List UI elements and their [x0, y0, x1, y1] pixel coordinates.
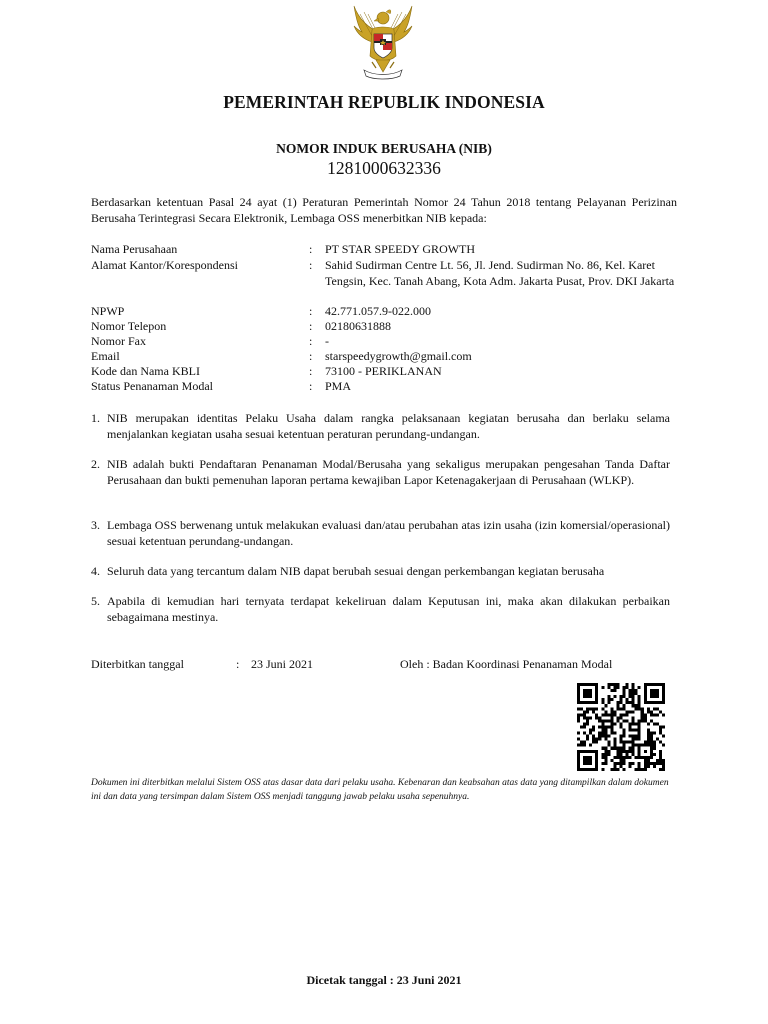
field-value: 73100 - PERIKLANAN: [325, 364, 442, 378]
field-value: PMA: [325, 379, 352, 393]
field-value: -: [325, 334, 329, 348]
field-colon: :: [309, 379, 313, 393]
nib-number: 1281000632336: [327, 158, 441, 178]
qr-code-icon: [577, 683, 665, 771]
field-value: starspeedygrowth@gmail.com: [325, 349, 472, 363]
disclaimer-text: Dokumen ini diterbitkan melalui Sistem OSS atas dasar data dari pelaku usaha. Kebenaran dan keabsahan atas data yang ditampilkan dalam dokumen ini dan data yang tersimpan dalam Sistem OSS menjadi tanggung jawab pelaku usaha sepenuhnya.: [91, 778, 669, 802]
field-value: 02180631888: [325, 319, 391, 333]
list-item-number: 1.: [91, 411, 100, 425]
field-label: Email: [91, 349, 120, 363]
list-item-text: NIB adalah bukti Pendaftaran Penanaman Modal/Berusaha yang sekaligus merupakan pengesahan Tanda Daftar Perusahaan dan bukti pemenuhan laporan pertama kewajiban Lapor Ketenagakerjaan di Perusahaan (WLKP).: [107, 457, 670, 487]
list-item-number: 4.: [91, 564, 100, 578]
field-colon: :: [309, 319, 313, 333]
field-colon: :: [309, 334, 313, 348]
list-item-text: Seluruh data yang tercantum dalam NIB dapat berubah sesuai dengan perkembangan kegiatan berusaha: [107, 564, 605, 578]
issued-colon: :: [236, 657, 240, 671]
field-label: Nomor Telepon: [91, 319, 167, 333]
printed-date: Dicetak tanggal : 23 Juni 2021: [306, 973, 462, 987]
issued-date-label: Diterbitkan tanggal: [91, 657, 184, 671]
field-colon: :: [309, 364, 313, 378]
field-value: 42.771.057.9-022.000: [325, 304, 431, 318]
field-colon: :: [309, 304, 313, 318]
issued-date-value: 23 Juni 2021: [251, 657, 314, 671]
government-title: PEMERINTAH REPUBLIK INDONESIA: [223, 92, 545, 112]
field-label: Status Penanaman Modal: [91, 379, 213, 393]
field-colon: :: [309, 258, 313, 272]
issuer-text: Oleh : Badan Koordinasi Penanaman Modal: [400, 657, 613, 671]
field-value: Sahid Sudirman Centre Lt. 56, Jl. Jend. Sudirman No. 86, Kel. Karet Tengsin, Kec. Tanah Abang, Kota Adm. Jakarta Pusat, Prov. DKI Jakarta: [325, 258, 675, 288]
garuda-emblem-icon: [350, 4, 416, 82]
list-item-text: NIB merupakan identitas Pelaku Usaha dalam rangka pelaksanaan kegiatan berusaha dan berlaku selama menjalankan kegiatan usaha sesuai ketentuan peraturan perundang-undangan.: [107, 411, 670, 441]
field-label: Alamat Kantor/Korespondensi: [91, 258, 238, 272]
field-colon: :: [309, 349, 313, 363]
field-label: Nomor Fax: [91, 334, 146, 348]
list-item-number: 5.: [91, 594, 100, 608]
field-label: Nama Perusahaan: [91, 242, 178, 256]
field-value: PT STAR SPEEDY GROWTH: [325, 242, 476, 256]
intro-paragraph: Berdasarkan ketentuan Pasal 24 ayat (1) Peraturan Pemerintah Nomor 24 Tahun 2018 tentang Pelayanan Perizinan Berusaha Terintegrasi Secara Elektronik, Lembaga OSS menerbitkan NIB kepada:: [91, 195, 677, 225]
nib-label: NOMOR INDUK BERUSAHA (NIB): [276, 141, 492, 156]
list-item-text: Lembaga OSS berwenang untuk melakukan evaluasi dan/atau perubahan atas izin usaha (izin komersial/operasional) sesuai ketentuan perundang-undangan.: [107, 518, 670, 548]
field-colon: :: [309, 242, 313, 256]
field-label: Kode dan Nama KBLI: [91, 364, 200, 378]
list-item-text: Apabila di kemudian hari ternyata terdapat kekeliruan dalam Keputusan ini, maka akan dilakukan perbaikan sebagaimana mestinya.: [107, 594, 670, 624]
field-label: NPWP: [91, 304, 125, 318]
list-item-number: 3.: [91, 518, 100, 532]
list-item-number: 2.: [91, 457, 100, 471]
